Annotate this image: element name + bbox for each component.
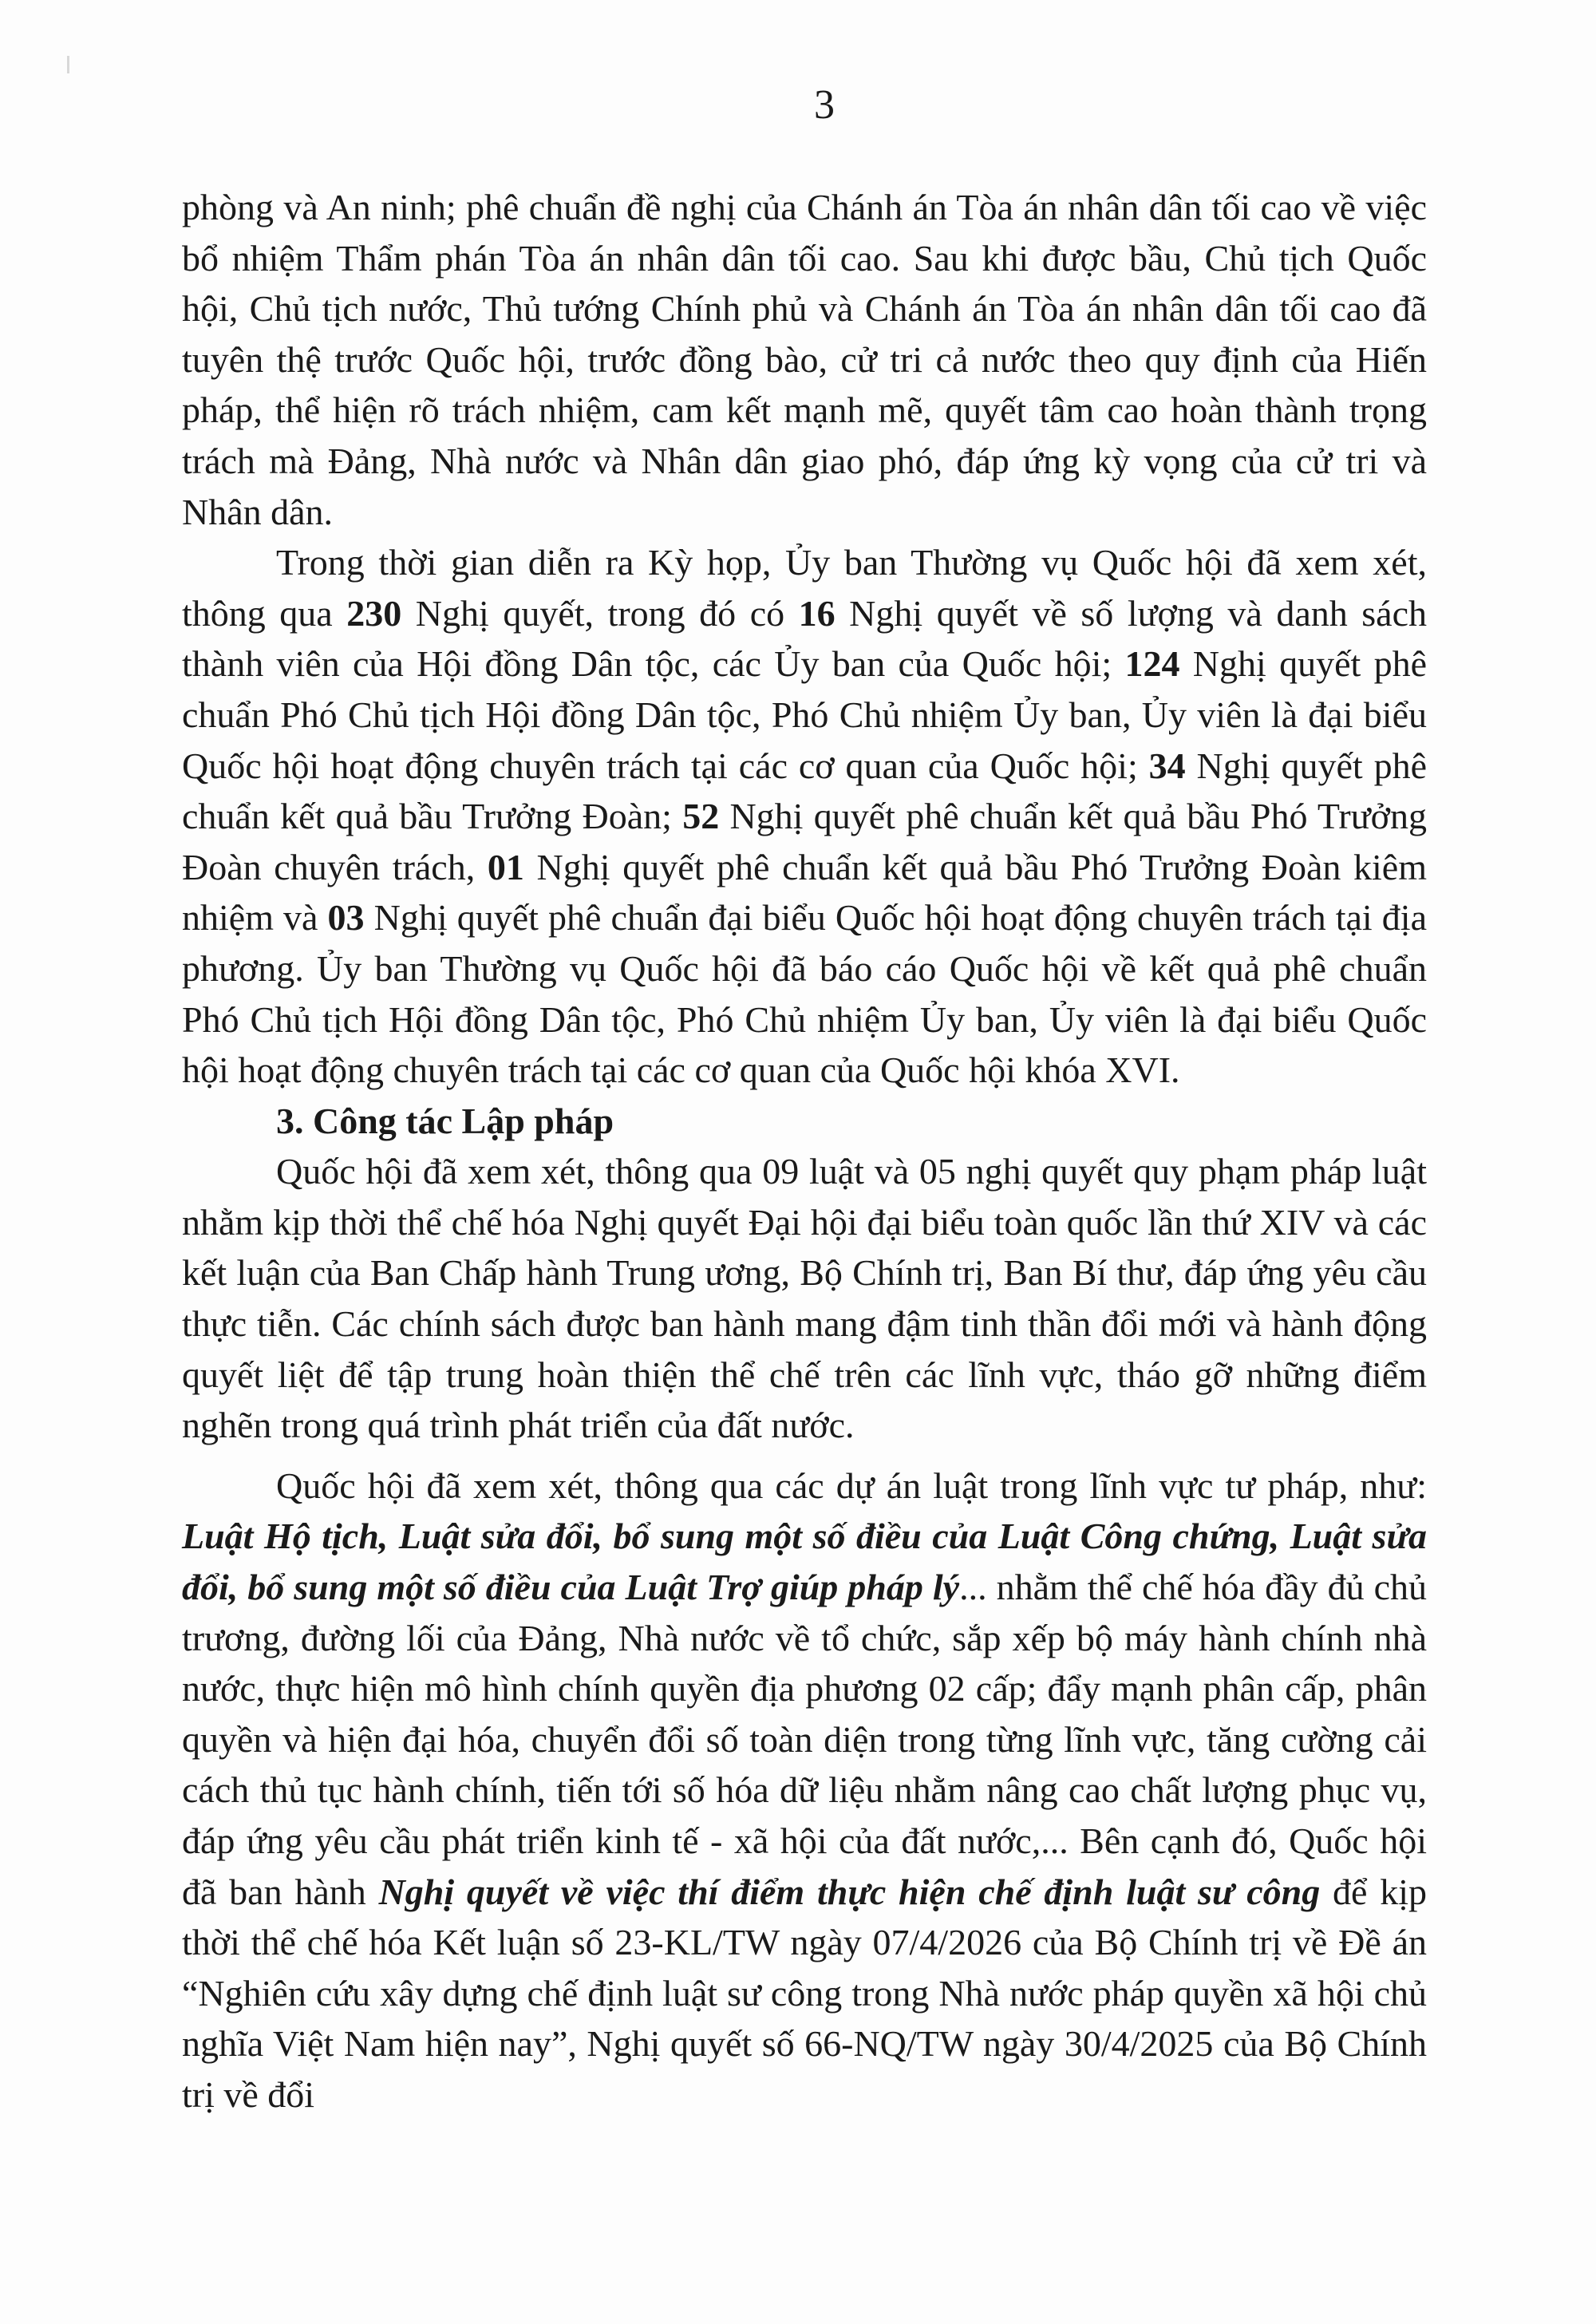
paragraph-1: phòng và An ninh; phê chuẩn đề nghị của Chánh án Tòa án nhân dân tối cao về việc bổ nhiệm Thẩm phán Tòa án nhân dân tối cao. Sau khi được bầu, Chủ tịch Quốc hội, Chủ tịch nước, Thủ tướng Chính phủ và Chánh án Tòa án nhân dân tối cao đã tuyên thệ trước Quốc hội, trước đồng bào, cử tri cả nước theo quy định của Hiến pháp, thể hiện rõ trách nhiệm, cam kết mạnh mẽ, quyết tâm cao hoàn thành trọng trách mà Đảng, Nhà nước và Nhân dân giao phó, đáp ứng kỳ vọng của cử tri và Nhân dân. (182, 187, 1427, 532)
text-run: Nghị quyết phê chuẩn kết quả bầu Trưởng Đoàn; (182, 745, 1427, 837)
text-run: Nghị quyết về số lượng và danh sách thành viên của Hội đồng Dân tộc, các Ủy ban của Quốc hội; (182, 592, 1428, 685)
paragraph-3: Quốc hội đã xem xét, thông qua 09 luật và 05 nghị quyết quy phạm pháp luật nhằm kịp thời thể chế hóa Nghị quyết Đại hội đại biểu toàn quốc lần thứ XIV và các kết luận của Ban Chấp hành Trung ương, Bộ Chính trị, Ban Bí thư, đáp ứng yêu cầu thực tiễn. Các chính sách được ban hành mang đậm tinh thần đổi mới và hành động quyết liệt để tập trung hoàn thiện thể chế trên các lĩnh vực, tháo gỡ những điểm nghẽn trong quá trình phát triển của đất nước. (182, 1151, 1427, 1446)
text-run: Quốc hội đã xem xét, thông qua các dự án luật trong lĩnh vực tư pháp, như: (276, 1464, 1427, 1506)
page-number: 3 (814, 82, 835, 128)
bold-number: 230 (346, 592, 402, 634)
paragraph-2 (182, 537, 1427, 1096)
text-run: Trong thời gian diễn ra Kỳ họp, Ủy ban Thường vụ Quốc hội đã xem xét, thông qua (182, 542, 1427, 634)
text-run: để kịp thời thể chế hóa Kết luận số 23-KL/TW ngày 07/4/2026 của Bộ Chính trị về Đề án “Nghiên cứu xây dựng chế định luật sư công trong Nhà nước pháp quyền xã hội chủ nghĩa Việt Nam hiện nay”, Nghị quyết số 66-NQ/TW ngày 30/4/2025 của Bộ Chính trị về đổi (182, 1871, 1427, 2115)
text-run: Nghị quyết phê chuẩn đại biểu Quốc hội hoạt động chuyên trách tại địa phương. Ủy ban Thường vụ Quốc hội đã báo cáo Quốc hội về kết quả phê chuẩn Phó Chủ tịch Hội đồng Dân tộc, Phó Chủ nhiệm Ủy ban, Ủy viên là đại biểu Quốc hội hoạt động chuyên trách tại các cơ quan của Quốc hội khóa XVI. (182, 897, 1427, 1091)
section-heading: 3. Công tác Lập pháp (276, 1100, 614, 1141)
document-body (182, 182, 1427, 2120)
text-run: ... nhằm thể chế hóa đầy đủ chủ trương, đường lối của Đảng, Nhà nước về tổ chức, sắp xếp bộ máy hành chính nhà nước, thực hiện mô hình chính quyền địa phương 02 cấp; đẩy mạnh phân cấp, phân quyền và hiện đại hóa, chuyển đổi số toàn diện trong từng lĩnh vực, tăng cường cải cách thủ tục hành chính, tiến tới số hóa dữ liệu nhằm nâng cao chất lượng phục vụ, đáp ứng yêu cầu phát triển kinh tế - xã hội của đất nước,... Bên cạnh đó, Quốc hội đã ban hành (182, 1567, 1427, 1912)
bold-number: 01 (487, 846, 524, 887)
text-run: Nghị quyết phê chuẩn Phó Chủ tịch Hội đồng Dân tộc, Phó Chủ nhiệm Ủy ban, Ủy viên là đại biểu Quốc hội hoạt động chuyên trách tại các cơ quan của Quốc hội; (182, 643, 1427, 786)
bold-number: 16 (798, 592, 836, 634)
text-run: Nghị quyết phê chuẩn kết quả bầu Phó Trưởng Đoàn chuyên trách, (182, 796, 1427, 887)
text-run: Nghị quyết, trong đó có (401, 592, 799, 634)
bold-number: 03 (327, 897, 365, 939)
resolution-name-emphasis: Nghị quyết về việc thí điểm thực hiện chế định luật sư công (378, 1871, 1321, 1912)
bold-number: 52 (682, 796, 720, 837)
scan-margin-mark (67, 56, 69, 73)
law-names-emphasis: Luật Hộ tịch, Luật sửa đổi, bổ sung một số điều của Luật Công chứng, Luật sửa đổi, bổ sung một số điều của Luật Trợ giúp pháp lý (182, 1516, 1427, 1608)
text-run: Nghị quyết phê chuẩn kết quả bầu Phó Trưởng Đoàn kiêm nhiệm và (182, 846, 1427, 939)
bold-number: 34 (1148, 745, 1186, 786)
paragraph-4 (182, 1460, 1427, 2120)
bold-number: 124 (1124, 643, 1180, 685)
